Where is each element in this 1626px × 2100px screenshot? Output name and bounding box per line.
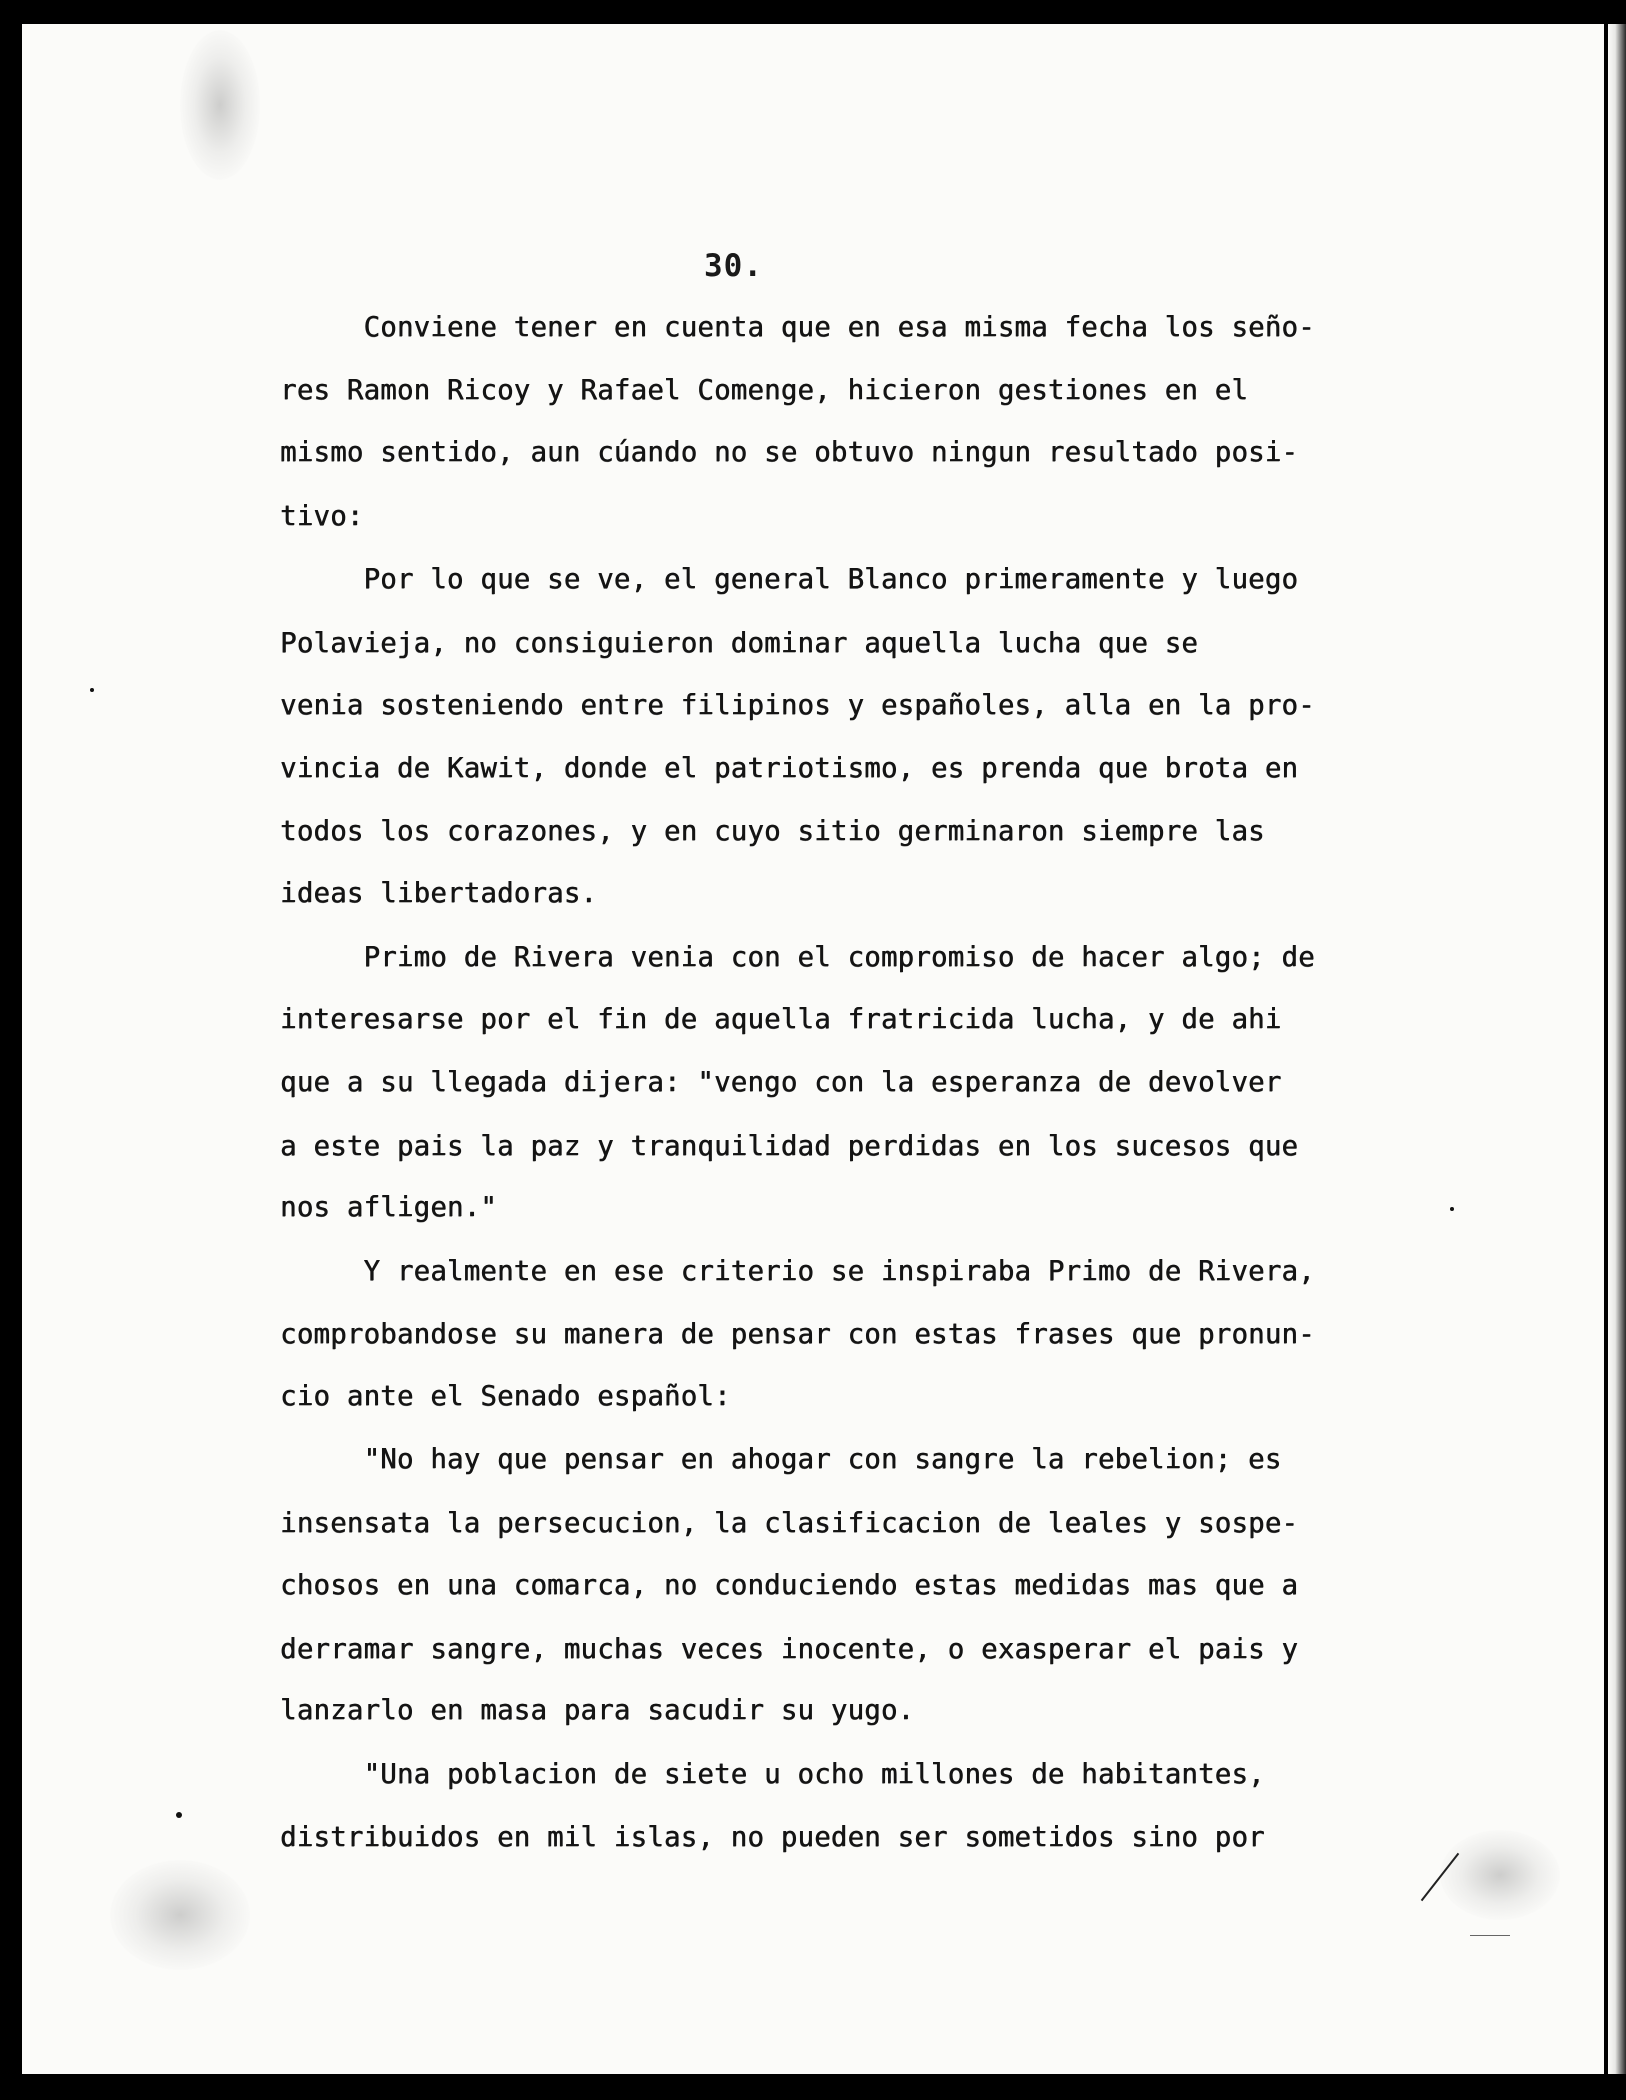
text-line: lanzarlo en masa para sacudir su yugo. [280,1695,915,1726]
text-line: vincia de Kawit, donde el patriotismo, es prenda que brota en [280,753,1299,784]
page-edge-shadow [1608,24,1626,2074]
text-line: tivo: [280,501,364,532]
text-line: cio ante el Senado español: [280,1381,731,1412]
text-line: venia sosteniendo entre filipinos y españoles, alla en la pro- [280,690,1315,721]
bottom-left-smudge [110,1860,250,1970]
bottom-right-smudge [1440,1830,1560,1920]
text-line: Y realmente en ese criterio se inspiraba Primo de Rivera, [280,1256,1315,1287]
top-left-smudge [180,30,260,180]
text-line: a este pais la paz y tranquilidad perdidas en los sucesos que [280,1131,1299,1162]
text-line: mismo sentido, aun cúando no se obtuvo ningun resultado posi- [280,437,1299,468]
text-line: Polavieja, no consiguieron dominar aquella lucha que se [280,628,1198,659]
pen-stroke-mark [1470,1935,1510,1936]
text-line: comprobandose su manera de pensar con estas frases que pronun- [280,1319,1315,1350]
ink-speck [1450,1207,1454,1211]
text-line: "Una poblacion de siete u ocho millones de habitantes, [280,1759,1265,1790]
text-line: ideas libertadoras. [280,878,598,909]
text-line: todos los corazones, y en cuyo sitio germinaron siempre las [280,816,1265,847]
text-line: distribuidos en mil islas, no pueden ser sometidos sino por [280,1822,1265,1853]
page-number: 30. [704,248,763,284]
text-line: Primo de Rivera venia con el compromiso de hacer algo; de [280,942,1315,973]
text-line: nos afligen." [280,1192,497,1223]
text-line: que a su llegada dijera: "vengo con la esperanza de devolver [280,1067,1282,1098]
text-line: chosos en una comarca, no conduciendo estas medidas mas que a [280,1570,1299,1601]
ink-speck [90,688,94,692]
text-line: Por lo que se ve, el general Blanco primeramente y luego [280,564,1299,595]
text-line: res Ramon Ricoy y Rafael Comenge, hicieron gestiones en el [280,375,1249,406]
text-line: derramar sangre, muchas veces inocente, o exasperar el pais y [280,1634,1299,1665]
text-line: "No hay que pensar en ahogar con sangre la rebelion; es [280,1444,1282,1475]
text-line: Conviene tener en cuenta que en esa misma fecha los seño- [280,312,1315,343]
text-line: insensata la persecucion, la clasificacion de leales y sospe- [280,1508,1299,1539]
text-line: interesarse por el fin de aquella fratricida lucha, y de ahi [280,1004,1282,1035]
ink-speck [176,1812,182,1818]
